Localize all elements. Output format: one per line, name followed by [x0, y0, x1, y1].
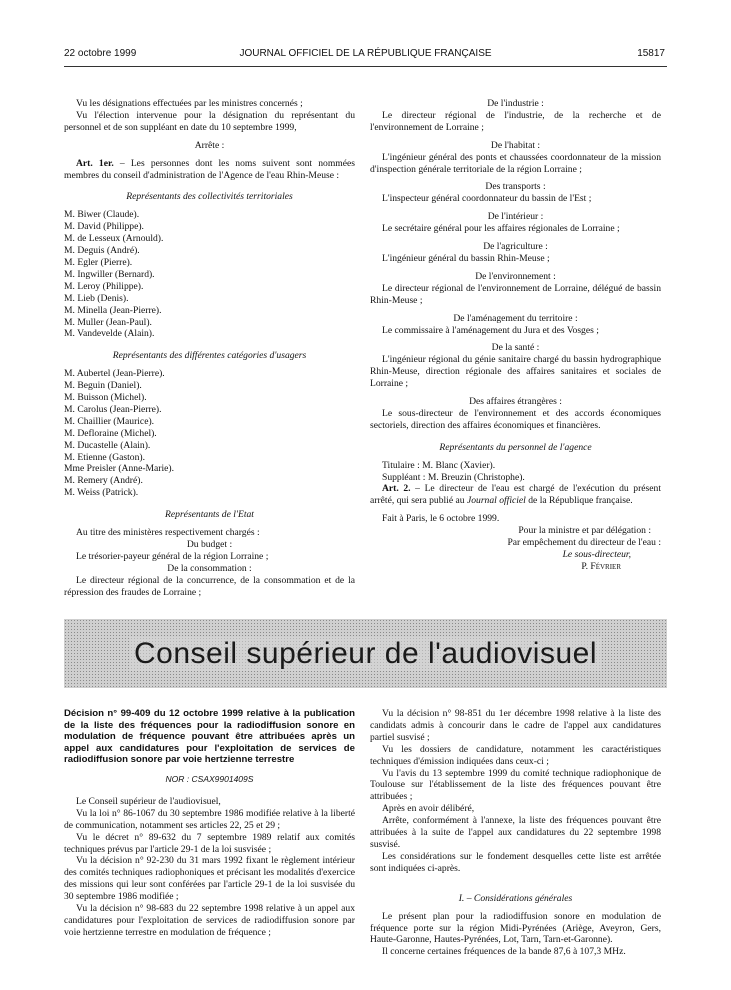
header-page-number: 15817: [637, 48, 665, 59]
arrete-heading: Arrête :: [194, 139, 225, 151]
ministry-heading: De l'aménagement du territoire :: [453, 312, 578, 324]
paragraph: Les considérations sur le fondement desquelles cette liste est arrêtée sont indiquées ci-après.: [370, 850, 661, 874]
paragraph: Le directeur régional de l'environnement de Lorraine, délégué de bassin Rhin-Meuse ;: [370, 282, 661, 306]
lower-right-column: [370, 708, 661, 958]
paragraph: Vu les désignations effectuées par les ministres concernés ;: [76, 98, 303, 109]
ministry-list: [370, 98, 661, 432]
banner-title: Conseil supérieur de l'audiovisuel: [130, 637, 601, 671]
paragraph: Arrête, conformément à l'annexe, la liste des fréquences pouvant être attribuées à la suite de l'appel aux candidatures du 22 septembre 1998 susvisé.: [370, 815, 661, 850]
paragraph: Vu la décision n° 92-230 du 31 mars 1992 fixant le règlement intérieur des comités techniques radiophoniques et précisant les modalités d'exercice des missions qui leur sont conférées par l'article 29-1 de la loi susvisée du 30 septembre 1986 modifiée ;: [64, 855, 355, 903]
member-name: M. Ducastelle (Alain).: [64, 439, 151, 451]
article-1: [64, 158, 355, 182]
member-name: M. Lieb (Denis).: [64, 292, 129, 304]
decision-paragraphs: [64, 796, 355, 939]
signature-name: P. Février: [581, 560, 621, 572]
header-journal-title: JOURNAL OFFICIEL DE LA RÉPUBLIQUE FRANÇAISE: [239, 48, 492, 59]
member-name: M. Weiss (Patrick).: [64, 487, 139, 499]
member-name: M. Etienne (Gaston).: [64, 451, 145, 463]
section-heading: I. – Considérations générales: [458, 892, 573, 904]
paragraph: Vu l'avis du 13 septembre 1999 du comité technique radiophonique de Toulouse sur l'établissement de la liste des fréquences pouvant être attribuées ;: [370, 767, 661, 803]
paragraph: Vu les dossiers de candidature, notamment les caractéristiques techniques d'émission indiquées dans ceux-ci ;: [370, 743, 661, 767]
member-name: M. Egler (Pierre).: [64, 256, 133, 268]
member-name: M. Buisson (Michel).: [64, 392, 147, 404]
signature-line: Le sous-directeur,: [562, 549, 631, 560]
member-name: M. Minella (Jean-Pierre).: [64, 304, 162, 316]
paragraph: L'ingénieur général du bassin Rhin-Meuse ;: [382, 252, 550, 264]
decision-paragraphs: [370, 911, 661, 959]
paragraph: Vu le décret n° 89-632 du 7 septembre 1989 relatif aux comités techniques prévus par l'article 29-1 de la loi susvisée ;: [64, 831, 355, 855]
section-heading: Représentants de l'Etat: [165, 509, 254, 521]
paragraph: Suppléant : M. Breuzin (Christophe).: [382, 471, 525, 483]
paragraph: L'ingénieur régional du génie sanitaire chargé du bassin hydrographique Rhin-Meuse, direction régionale des affaires sanitaires et sociales de Lorraine ;: [370, 354, 661, 390]
ministry-heading: Des transports :: [485, 181, 546, 193]
member-name: M. Muller (Jean-Paul).: [64, 316, 152, 328]
paragraph: Le Conseil supérieur de l'audiovisuel,: [76, 795, 221, 807]
paragraph: Titulaire : M. Blanc (Xavier).: [382, 459, 496, 471]
member-name: M. Carolus (Jean-Pierre).: [64, 403, 162, 415]
member-name: M. Beguin (Daniel).: [64, 380, 142, 392]
article-2: Art. 2. – Le directeur de l'eau est chargé de l'exécution du présent arrêté, qui sera publié au Journal officiel de la République française.: [370, 483, 661, 507]
ministry-heading: Du budget :: [186, 539, 233, 550]
article-label: Art. 1er.: [76, 157, 114, 169]
paragraph: Le présent plan pour la radiodiffusion sonore en modulation de fréquence porte sur la région Midi-Pyrénées (Ariège, Aveyron, Gers, Haute-Garonne, Hautes-Pyrénées, Lot, Tarn, Tarn-et-Garonne).: [370, 910, 661, 946]
member-name: M. Aubertel (Jean-Pierre).: [64, 368, 165, 380]
decision-title: Décision n° 99-409 du 12 octobre 1999 relative à la publication de la liste des fréquences pour la radiodiffusion sonore en modulation de fréquence pouvant être attribuées après un appel aux candidatures pour l'exploitation de services de radiodiffusion sonore par voie hertzienne terrestre: [64, 708, 355, 766]
signature-line: Par empêchement du directeur de l'eau :: [507, 537, 661, 549]
member-name: M. Remery (André).: [64, 475, 143, 487]
nor-reference: NOR : CSAX9901409S: [165, 773, 254, 784]
paragraph: L'inspecteur général coordonnateur du bassin de l'Est ;: [382, 193, 592, 205]
paragraph: Le commissaire à l'aménagement du Jura et des Vosges ;: [382, 324, 599, 336]
paragraph: Le directeur régional de la concurrence, de la consommation et de la répression des fraudes de Lorraine ;: [64, 574, 355, 598]
ministry-heading: De l'intérieur :: [487, 211, 544, 223]
member-name: M. Chaillier (Maurice).: [64, 415, 155, 427]
section-heading: Représentants des différentes catégories d'usagers: [112, 350, 307, 362]
article-text: – Les personnes dont les noms suivent sont nommées membres du conseil d'administration de l'Agence de l'eau Rhin-Meuse :: [64, 157, 355, 181]
member-name: M. Ingwiller (Bernard).: [64, 268, 155, 280]
decision-paragraphs: [370, 708, 661, 875]
member-name: M. Vandevelde (Alain).: [64, 328, 155, 340]
header-date: 22 octobre 1999: [64, 48, 137, 59]
member-name: M. Defloraine (Michel).: [64, 427, 157, 439]
section-heading: Représentants du personnel de l'agence: [439, 441, 592, 453]
paragraph: Vu la décision n° 98-683 du 22 septembre 1998 relative à un appel aux candidatures pour l'exploitation de services de radiodiffusion sonore par voie hertzienne terrestre en modulation de fréquence ;: [64, 903, 355, 938]
paragraph: Le secrétaire général pour les affaires régionales de Lorraine ;: [382, 223, 620, 235]
paragraph: Il concerne certaines fréquences de la bande 87,6 à 107,3 MHz.: [382, 946, 626, 958]
member-list: [64, 368, 355, 499]
member-name: M. Biwer (Claude).: [64, 209, 140, 221]
member-name: M. Leroy (Philippe).: [64, 280, 144, 292]
upper-left-column: [64, 98, 355, 599]
member-name: M. de Lesseux (Arnould).: [64, 233, 164, 245]
ministry-heading: De l'industrie :: [487, 98, 544, 109]
member-list: [64, 209, 355, 340]
paragraph: Vu la loi n° 86-1067 du 30 septembre 1986 modifiée relative à la liberté de communication, notamment ses articles 22, 25 et 29 ;: [64, 807, 355, 831]
paragraph: Vu l'élection intervenue pour la désignation du représentant du personnel et de son suppléant en date du 10 septembre 1999,: [64, 109, 355, 133]
section-banner: [64, 619, 667, 688]
signature-line: Pour la ministre et par délégation :: [518, 525, 651, 537]
paragraph: L'ingénieur général des ponts et chaussées coordonnateur de la mission d'inspection générale territoriale de la région Lorraine ;: [370, 151, 661, 175]
upper-right-column: [370, 98, 661, 573]
article-label: Art. 2.: [382, 483, 411, 495]
lower-left-column: [64, 708, 355, 939]
member-name: M. Deguis (André).: [64, 245, 140, 257]
ministry-heading: De la consommation :: [167, 562, 252, 574]
member-name: Mme Preisler (Anne-Marie).: [64, 463, 175, 475]
paragraph: Fait à Paris, le 6 octobre 1999.: [382, 513, 500, 525]
ministry-heading: De l'agriculture :: [483, 241, 548, 253]
paragraph: Vu la décision n° 98-851 du 1er décembre 1998 relative à la liste des candidats admis à concourir dans le cadre de l'appel aux candidatures partiel susvisé ;: [370, 708, 661, 743]
paragraph: Au titre des ministères respectivement chargés :: [76, 527, 260, 539]
ministry-heading: De l'environnement :: [475, 270, 556, 282]
member-name: M. David (Philippe).: [64, 221, 144, 233]
section-heading: Représentants des collectivités territoriales: [126, 191, 293, 203]
paragraph: Après en avoir délibéré,: [382, 803, 475, 815]
ministry-heading: De la santé :: [491, 342, 540, 354]
header-rule: [64, 66, 667, 67]
paragraph: Le sous-directeur de l'environnement et des accords économiques sectoriels, direction des affaires économiques et financières.: [370, 407, 661, 431]
ministry-heading: De l'habitat :: [490, 139, 541, 151]
paragraph: Le trésorier-payeur général de la région Lorraine ;: [76, 550, 269, 562]
paragraph: Le directeur régional de l'industrie, de la recherche et de l'environnement de Lorraine ;: [370, 109, 661, 133]
ministry-heading: Des affaires étrangères :: [469, 396, 562, 408]
